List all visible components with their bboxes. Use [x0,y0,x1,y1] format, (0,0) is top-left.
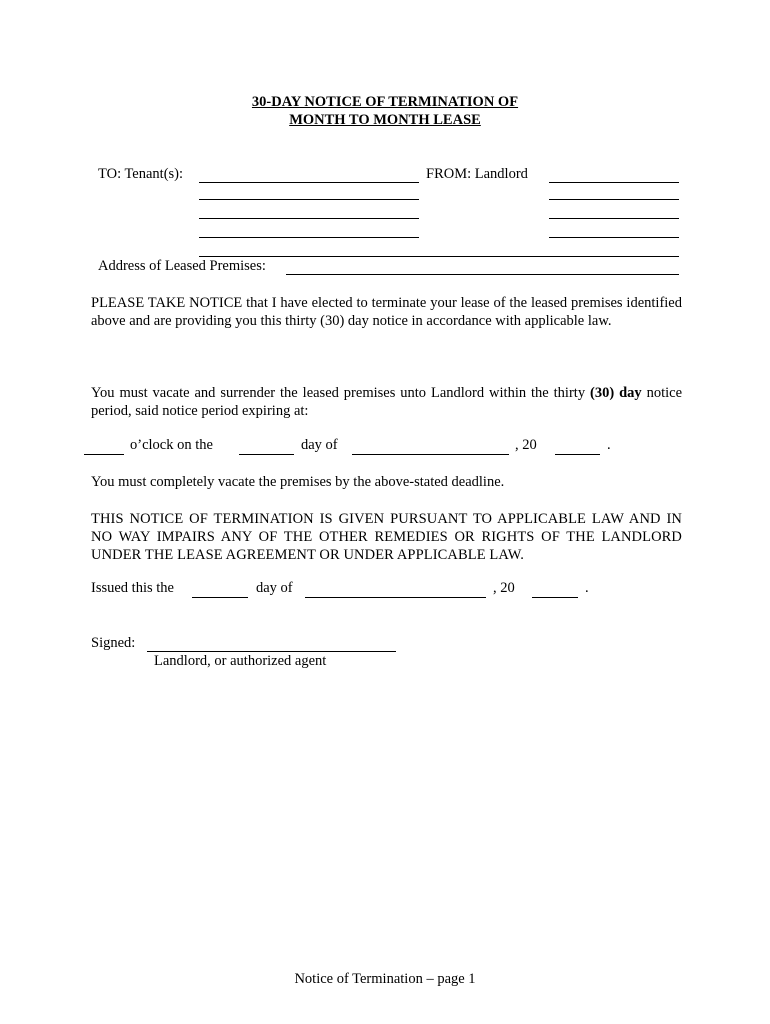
issued-period: . [585,580,589,596]
full-width-line[interactable] [199,256,679,257]
vacate-text-start: You must vacate and surrender the leased premises unto Landlord within the thirty [91,385,590,401]
issued-day-of-label: day of [256,580,293,596]
landlord-name-line-4[interactable] [549,237,679,238]
vacate-paragraph [91,384,682,420]
from-landlord-label: FROM: Landlord [426,166,528,182]
to-tenants-label: TO: Tenant(s): [98,166,184,182]
document-title-line1: 30-DAY NOTICE OF TERMINATION OF [251,94,519,110]
oclock-label: o’clock on the [130,437,213,453]
document-title-line2: MONTH TO MONTH LEASE [289,112,481,128]
vacate-text-end: notice period, said notice period expiring at: [91,385,683,419]
signed-label: Signed: [91,635,136,651]
page-footer: Notice of Termination – page 1 [294,971,476,987]
deadline-sentence: You must completely vacate the premises by the above-stated deadline. [91,474,505,490]
notice-paragraph: PLEASE TAKE NOTICE that I have elected to terminate your lease of the leased premises identified above and are providing you this thirty (30) day notice in accordance with applicable law. [91,295,682,329]
issued-year-blank[interactable] [532,597,578,598]
expiry-year-blank[interactable] [555,454,600,455]
signer-caption: Landlord, or authorized agent [154,653,327,669]
landlord-name-line-1[interactable] [549,182,679,183]
issued-day-blank[interactable] [192,597,248,598]
expiry-day-of-label: day of [301,437,338,453]
address-label: Address of Leased Premises: [98,258,266,274]
expiry-period: . [607,437,611,453]
tenant-name-line-3[interactable] [199,218,419,219]
expiry-year-prefix: , 20 [515,437,537,453]
vacate-text-bold: (30) day [590,385,642,401]
landlord-name-line-2[interactable] [549,199,679,200]
issued-month-blank[interactable] [305,597,486,598]
tenant-name-line-4[interactable] [199,237,419,238]
landlord-name-line-3[interactable] [549,218,679,219]
expiry-month-blank[interactable] [352,454,509,455]
hour-blank[interactable] [84,454,124,455]
address-line[interactable] [286,274,679,275]
issued-label: Issued this the [91,580,174,596]
tenant-name-line-1[interactable] [199,182,419,183]
expiry-day-blank[interactable] [239,454,294,455]
legal-paragraph: THIS NOTICE OF TERMINATION IS GIVEN PURSUANT TO APPLICABLE LAW AND IN NO WAY IMPAIRS ANY OF THE OTHER REMEDIES OR RIGHTS OF THE LANDLORD UNDER THE LEASE AGREEMENT OR UNDER APPLICABLE LAW. [91,511,682,563]
signature-line[interactable] [147,651,396,652]
issued-year-prefix: , 20 [493,580,515,596]
tenant-name-line-2[interactable] [199,199,419,200]
